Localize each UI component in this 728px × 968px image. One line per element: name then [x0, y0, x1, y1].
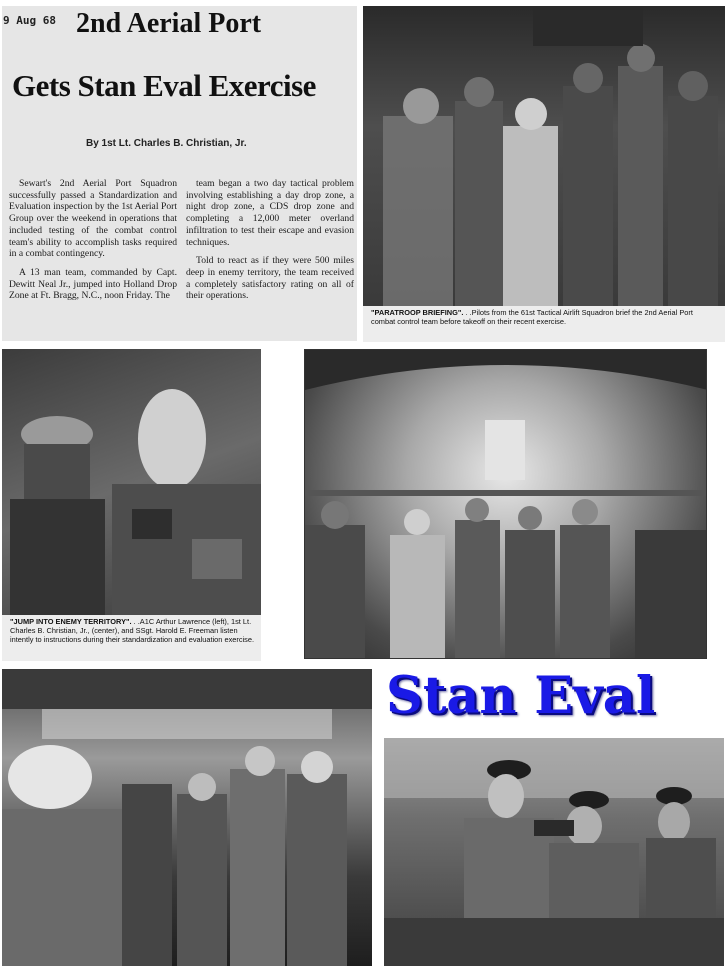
stan-eval-title: Stan Eval [386, 666, 656, 726]
photo-jump-into-enemy-territory [2, 349, 261, 661]
newspaper-clipping [2, 6, 357, 341]
photo-caption [2, 615, 261, 661]
soldiers-silhouettes [2, 349, 261, 619]
photo-paratroop-briefing [363, 6, 725, 342]
caption-title: "PARATROOP BRIEFING". [371, 308, 464, 317]
article-column-left [9, 178, 177, 302]
article-paragraph: Sewart's 2nd Aerial Port Squadron successfully passed a Standardization and Evaluation inspection by the 1st Aerial Port Group over the weekend in operations that included testing of the combat control team's ability to accomplish tasks required in a combat contingency. [9, 178, 177, 260]
article-paragraph: Told to react as if they were 500 miles deep in enemy territory, the team received a completely satisfactory rating on all of their operations. [186, 255, 354, 302]
byline: By 1st Lt. Charles B. Christian, Jr. [86, 138, 247, 149]
photo-field-observation [384, 738, 724, 966]
soldiers-silhouettes [363, 6, 725, 306]
soldiers-silhouettes [305, 350, 707, 659]
photo-caption [363, 306, 725, 342]
headline-line-1: 2nd Aerial Port [76, 8, 262, 39]
photo-cabin-team [2, 669, 372, 966]
caption-text: . .Pilots from the 61st Tactical Airlift Squadron brief the 2nd Aerial Port combat control team before takeoff on their recent exercise. [371, 308, 693, 326]
photo-aircraft-fuselage [304, 349, 707, 659]
headline-line-2: Gets Stan Eval Exercise [12, 68, 316, 103]
soldiers-silhouettes [384, 738, 724, 966]
article-paragraph: team began a two day tactical problem involving establishing a day drop zone, a night drop zone, a CDS drop zone and completing a 12,000 meter overland infiltration to test their escape and evasion techniques. [186, 178, 354, 248]
article-paragraph: A 13 man team, commanded by Capt. Dewitt Neal Jr., jumped into Holland Drop Zone at Ft. Bragg, N.C., noon Friday. The [9, 266, 177, 302]
caption-title: "JUMP INTO ENEMY TERRITORY". [10, 617, 132, 626]
soldiers-silhouettes [2, 669, 372, 966]
handwritten-date: 9 Aug 68 [3, 14, 56, 27]
caption-text: . .A1C Arthur Lawrence (left), 1st Lt. Charles B. Christian, Jr., (center), and SSgt. Harold E. Freeman listen intently to instructions during their standardization and evaluation exercise. [10, 617, 255, 644]
article-column-right [186, 178, 354, 302]
